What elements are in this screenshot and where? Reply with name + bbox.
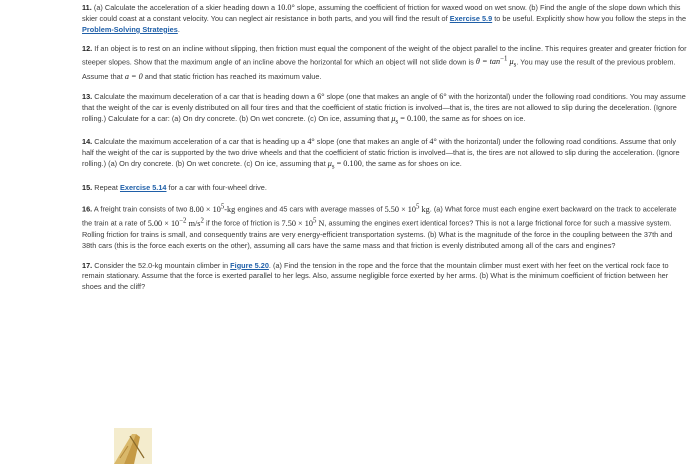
- problem-number: 15.: [82, 182, 93, 192]
- figure-thumbnail[interactable]: [114, 428, 152, 464]
- math-expression: $5.00 \times 10^{-2}$ $m/s^2$: [147, 217, 204, 228]
- problem-number: 12.: [82, 43, 93, 53]
- problem-17: 17. Consider the 52.0-kg mountain climber in Figure 5.20. (a) Find the tension in the rope and the force that the mountain climber must exert with her feet on the vertical rock face to remain stationary. Assume that the force is exerted parallel to her legs. Also, assume negligible force exerted by her arms. (b) What is the minimum coefficient of friction between her shoes and the cliff?: [82, 260, 669, 292]
- problem-14: 14. Calculate the maximum acceleration of a car that is heading up a 4° slope (one that makes an angle of 4° with the horizontal) under the following road conditions. Assume that only half the weight of the car is supported by the two drive wheels and that the coefficient of static friction is involved—that is, the tires are not allowed to slip during the acceleration. (Ignore rolling.) (a) On dry concrete. (b) On wet concrete. (c) On ice, assuming that $\mu_s = 0.100$, the same as for shoes on ice.: [82, 137, 680, 171]
- math-expression: $\theta = \tan^{-1} \mu_s$: [475, 55, 517, 69]
- math-expression: $\mu_s = 0.100$: [327, 158, 362, 171]
- math-expression: $\mu_s = 0.100$: [391, 113, 426, 126]
- problem-13: 13. Calculate the maximum deceleration of a car that is heading down a 6° slope (one that makes an angle of 6° with the horizontal) under the following road conditions. You may assume that the weight of the car is evenly distributed on all four tires and that the coefficient of static friction is involved—that is, the tires are not allowed to slip during the deceleration. (Ignore rolling.) Calculate for a car: (a) On dry concrete. (b) On wet concrete. (c) On ice, assuming that $\mu_s = 0.100$, the same as for shoes on ice.: [82, 91, 686, 126]
- exercise-link[interactable]: Exercise 5.9: [449, 13, 493, 23]
- problem-number: 16.: [82, 205, 93, 215]
- problem-15: 15. Repeat Exercise 5.14 for a car with four-wheel drive.: [82, 182, 267, 192]
- problem-number: 14.: [82, 137, 93, 147]
- problem-11: 11. (a) Calculate the acceleration of a skier heading down a 10.0° slope, assuming the coefficient of friction for waxed wood on wet snow. (b) Find the angle of the slope down which this skier could coast at a constant velocity. You can neglect air resistance in both parts, and you will find the result of Exercise 5.9 to be useful. Explicitly show how you follow the steps in the Problem-Solving Strategies.: [82, 3, 687, 34]
- math-expression: 4°: [429, 137, 437, 147]
- math-expression: $5.50 \times 10^5$ kg: [384, 203, 430, 215]
- figure-link[interactable]: Figure 5.20: [230, 260, 269, 270]
- problem-number: 13.: [82, 91, 93, 101]
- exercise-link[interactable]: Exercise 5.14: [119, 182, 167, 192]
- problem-number: 11.: [82, 3, 92, 12]
- problem-number: 17.: [82, 260, 93, 270]
- problem-12: 12. If an object is to rest on an incline without slipping, then friction must equal the component of the weight of the object parallel to the incline. This requires greater and greater friction for steeper slopes. Show that the maximum angle of an incline above the horizontal for which an object will not slide down is $\theta = \tan^{-1} \mu_s$. You may use the result of the previous problem. Assume that a = 0 and that static friction has reached its maximum value.: [82, 43, 687, 81]
- problem-solving-strategies-link[interactable]: Problem-Solving Strategies: [82, 24, 178, 34]
- math-expression: 4°: [307, 137, 315, 147]
- problem-16: 16. A freight train consists of two $8.00 \times 10^5-kg$ engines and 45 cars with average masses of $5.50 \times 10^5$ kg. (a) What force must each engine exert backward on the track to accelerate the train at a rate of $5.00 \times 10^{-2}$ $m/s^2$ if the force of friction is $7.50 \times 10^5$ N, assuming the engines exert identical forces? This is not a large frictional force for such a massive system. Rolling friction for trains is small, and consequently trains are very energy-efficient transportation systems. (b) What is the magnitude of the force in the coupling between the 37th and 38th cars (this is the force each exerts on the other), assuming all cars have the same mass and that friction is evenly distributed among all of the cars and engines?: [82, 203, 677, 250]
- math-expression: $8.00 \times 10^5-kg$: [189, 203, 236, 215]
- math-expression: $7.50 \times 10^5$ N: [281, 217, 325, 228]
- math-expression: 6°: [317, 91, 325, 101]
- math-expression: a = 0: [124, 71, 143, 81]
- mountain-climber-figure-icon: [114, 428, 152, 464]
- math-expression: 6°: [439, 91, 447, 101]
- math-expression: 10.0°: [277, 3, 295, 12]
